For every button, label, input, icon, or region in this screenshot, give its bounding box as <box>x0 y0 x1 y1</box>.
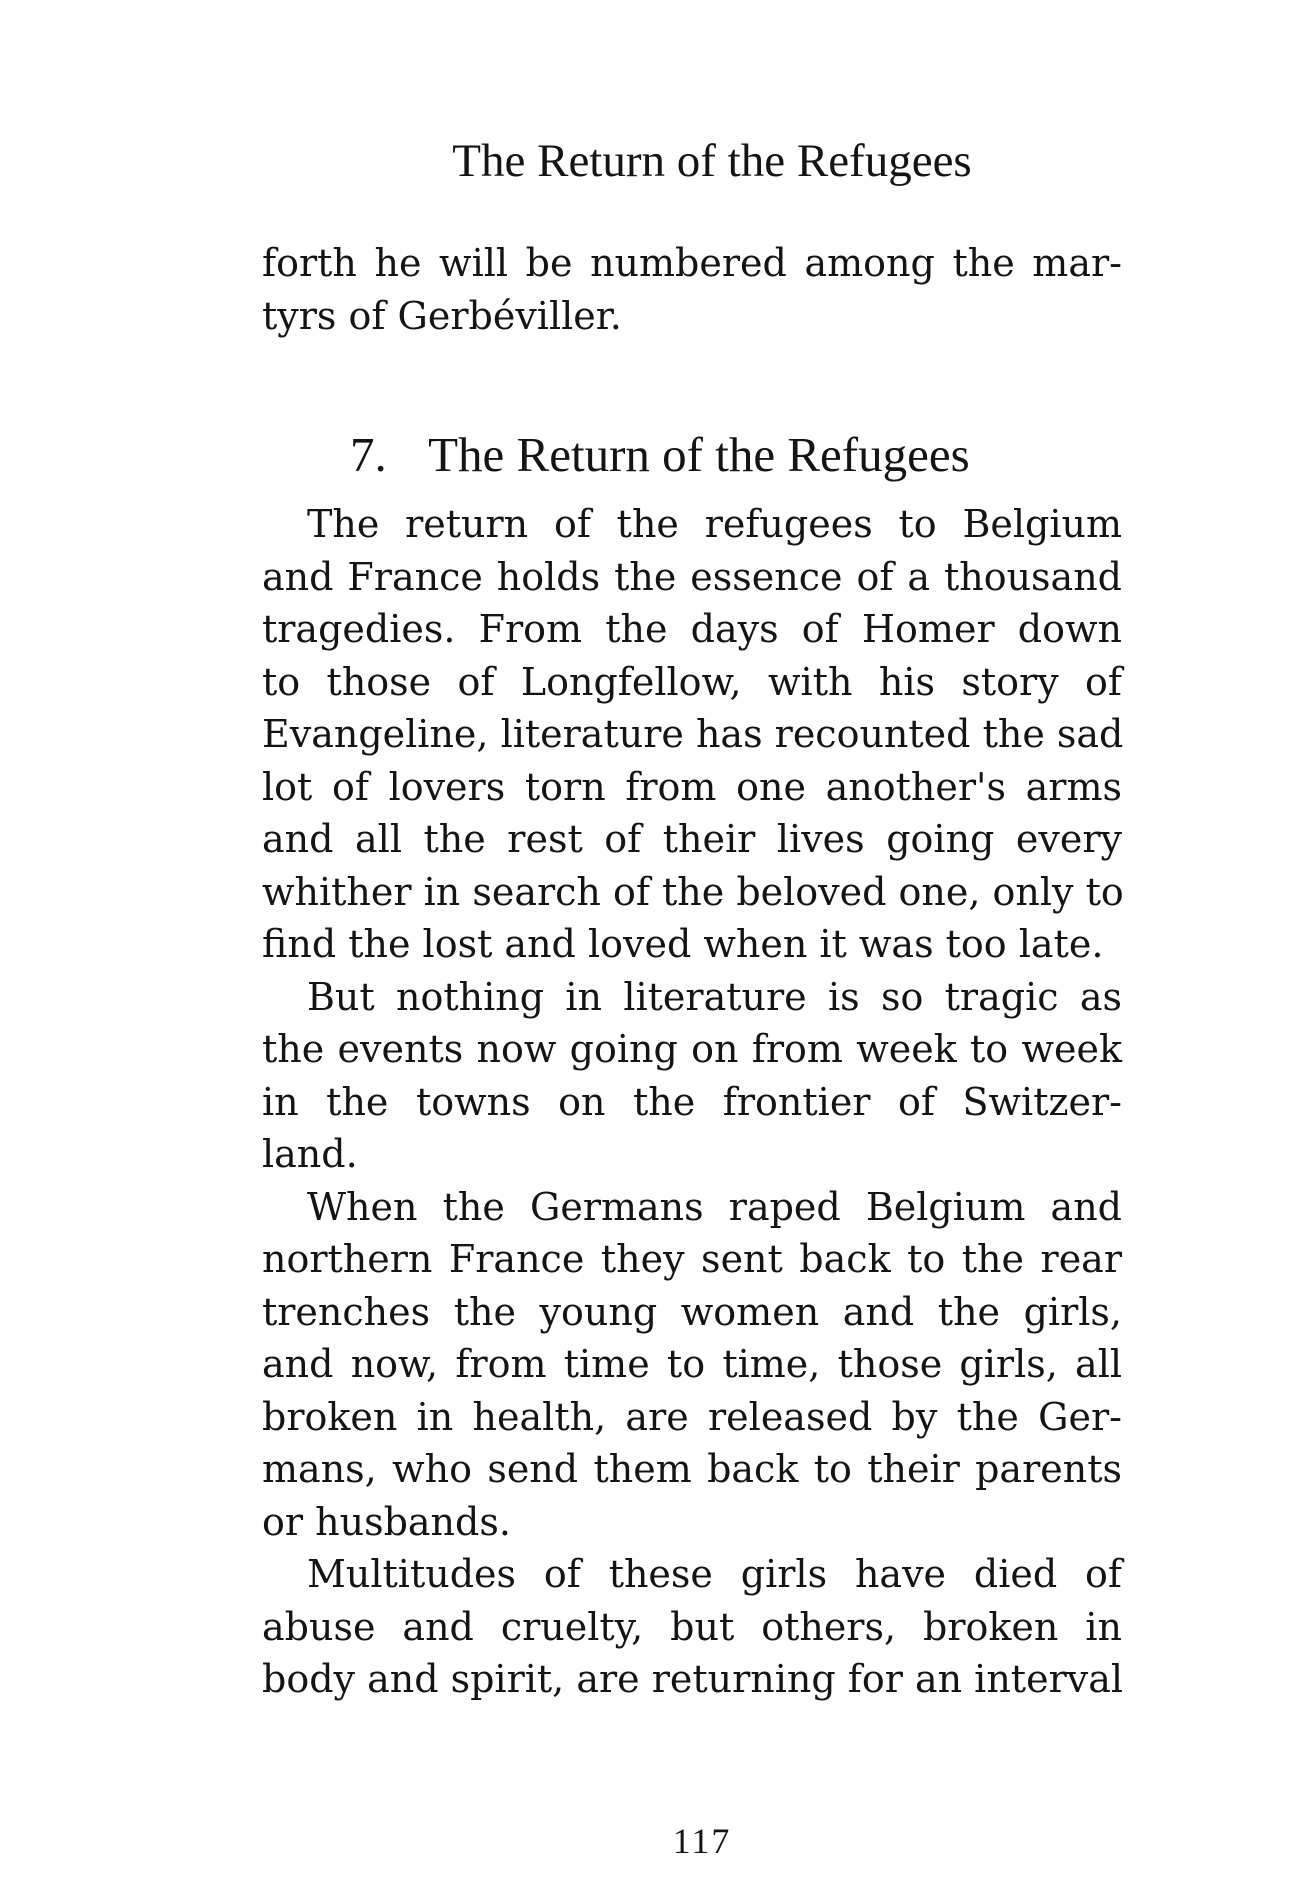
text-line: mans, who send them back to their parents <box>262 1447 1122 1491</box>
text-line: When the Germans raped Belgium and <box>307 1184 1122 1229</box>
text-line: trenches the young women and the girls, <box>262 1289 1122 1334</box>
text-line: whither in search of the beloved one, only to <box>262 869 1124 914</box>
text-line: find the lost and loved when it was too late. <box>262 922 1104 966</box>
text-line: in the towns on the frontier of Switzer- <box>262 1079 1122 1124</box>
text-line: body and spirit, are returning for an interval <box>262 1657 1124 1701</box>
text-line: tragedies. From the days of Homer down <box>262 607 1122 651</box>
text-line: and now, from time to time, those girls, all <box>262 1342 1122 1386</box>
text-line: tyrs of Gerbéviller. <box>262 293 622 338</box>
text-line: broken in health, are released by the Ger- <box>262 1394 1122 1439</box>
text-line: to those of Longfellow, with his story of <box>262 659 1122 704</box>
text-line: and all the rest of their lives going every <box>262 817 1122 861</box>
text-line: Evangeline, literature has recounted the sad <box>262 712 1124 756</box>
running-head: The Return of the Refugees <box>452 135 972 187</box>
text-line: The return of the refugees to Belgium <box>307 502 1122 546</box>
text-line: lot of lovers torn from one another's arms <box>262 764 1122 809</box>
section-title: The Return of the Refugees <box>428 427 970 482</box>
section-heading <box>350 427 970 482</box>
text-line: forth he will be numbered among the mar- <box>262 241 1122 285</box>
text-line: the events now going on from week to week <box>262 1027 1122 1071</box>
section-number: 7. <box>350 427 387 482</box>
text-line: land. <box>262 1132 358 1176</box>
text-line: or husbands. <box>262 1499 511 1544</box>
section-body <box>262 498 1122 1706</box>
text-line: But nothing in literature is so tragic as <box>307 974 1122 1019</box>
page-number: 117 <box>672 1821 732 1861</box>
text-line: abuse and cruelty, but others, broken in <box>262 1604 1122 1649</box>
text-line: Multitudes of these girls have died of <box>307 1552 1122 1596</box>
continuation-paragraph <box>262 237 1122 342</box>
text-line: northern France they sent back to the rear <box>262 1237 1122 1281</box>
text-line: and France holds the essence of a thousand <box>262 554 1122 599</box>
